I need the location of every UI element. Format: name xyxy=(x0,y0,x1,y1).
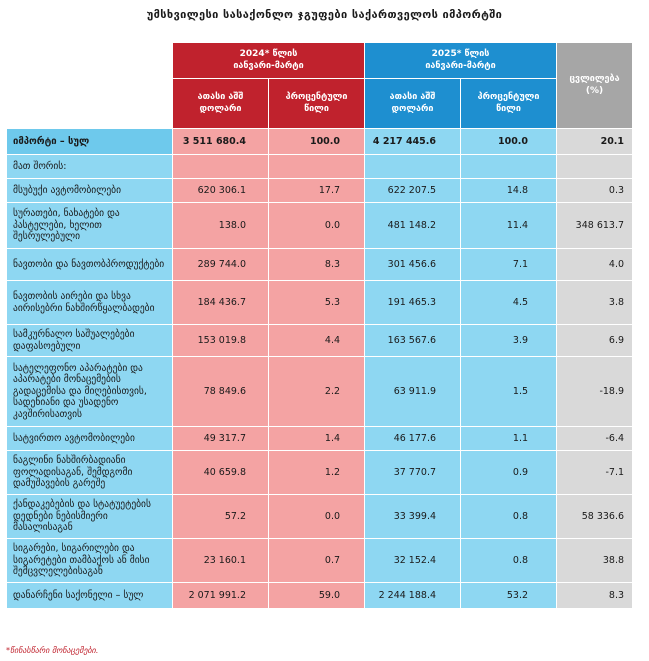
table-row xyxy=(7,495,633,539)
row-label: სამკურნალო საშუალებები დაფასოებული xyxy=(7,325,173,357)
table-row xyxy=(7,129,633,155)
row-label: სატელეფონო აპარატები და აპარატები მონაცემების გადაცემისა და მიღებისთვის, სადენიანი და უსადენო კავშირისათვის xyxy=(7,357,173,427)
header-2025-usd xyxy=(365,79,461,129)
header-2025-period xyxy=(365,43,557,79)
value-2025: 46 177.6 xyxy=(365,427,461,451)
row-label: ქანდაკებების და სტატუეტების დედნები ნებისმიერი მასალისაგან xyxy=(7,495,173,539)
change-value: -18.9 xyxy=(557,357,633,427)
page-title: უმსხვილესი სასაქონლო ჯგუფები საქართველოს იმპორტში xyxy=(146,8,503,21)
change-value: 58 336.6 xyxy=(557,495,633,539)
header-change-label: ცვლილება xyxy=(569,74,620,84)
table-row xyxy=(7,357,633,427)
table-row xyxy=(7,249,633,281)
change-value: 6.9 xyxy=(557,325,633,357)
share-2024: 0.0 xyxy=(269,495,365,539)
value-2024: 49 317.7 xyxy=(173,427,269,451)
share-2024: 5.3 xyxy=(269,281,365,325)
table-row xyxy=(7,451,633,495)
value-2025: 481 148.2 xyxy=(365,203,461,249)
share-2025: 7.1 xyxy=(461,249,557,281)
header-blank xyxy=(7,43,173,129)
header-usd-line2: დოლარი xyxy=(391,103,434,114)
row-label: დანარჩენი საქონელი – სულ xyxy=(7,583,173,609)
change-value: 0.3 xyxy=(557,179,633,203)
share-2025: 1.5 xyxy=(461,357,557,427)
value-2025: 33 399.4 xyxy=(365,495,461,539)
header-share-line1: პროცენტული xyxy=(477,92,540,102)
change-value xyxy=(557,155,633,179)
row-label: სატვირთო ავტომობილები xyxy=(7,427,173,451)
share-2025: 14.8 xyxy=(461,179,557,203)
value-2025: 301 456.6 xyxy=(365,249,461,281)
table-row xyxy=(7,281,633,325)
table-row xyxy=(7,203,633,249)
table-row xyxy=(7,427,633,451)
change-value: 3.8 xyxy=(557,281,633,325)
header-2024-year: 2024* წლის xyxy=(239,49,298,59)
row-label: სიგარები, სიგარილები და სიგარეტები თამბაქოს ან მისი შემცვლელებისაგან xyxy=(7,539,173,583)
row-label: მსუბუქი ავტომობილები xyxy=(7,179,173,203)
header-usd-line1: ათასი აშშ xyxy=(197,92,244,102)
value-2025: 63 911.9 xyxy=(365,357,461,427)
share-2024 xyxy=(269,155,365,179)
header-change xyxy=(557,43,633,129)
row-label: ნავთობის აირები და სხვა აირისებრი ნახშირწყალბადები xyxy=(7,281,173,325)
table-row xyxy=(7,179,633,203)
change-value: 348 613.7 xyxy=(557,203,633,249)
share-2025: 0.9 xyxy=(461,451,557,495)
row-label: ნაგლინი ნახშირბადიანი ფოლადისაგან, შემდგომი დამუშავების გარეშე xyxy=(7,451,173,495)
value-2024: 138.0 xyxy=(173,203,269,249)
header-2025-year: 2025* წლის xyxy=(431,49,490,59)
change-value: -7.1 xyxy=(557,451,633,495)
share-2024: 17.7 xyxy=(269,179,365,203)
share-2025: 11.4 xyxy=(461,203,557,249)
share-2024: 1.2 xyxy=(269,451,365,495)
value-2025: 163 567.6 xyxy=(365,325,461,357)
header-share-line2: წილი xyxy=(304,103,329,114)
value-2024: 78 849.6 xyxy=(173,357,269,427)
value-2025: 2 244 188.4 xyxy=(365,583,461,609)
share-2024: 100.0 xyxy=(269,129,365,155)
value-2024: 184 436.7 xyxy=(173,281,269,325)
table-row xyxy=(7,539,633,583)
share-2025: 53.2 xyxy=(461,583,557,609)
share-2024: 4.4 xyxy=(269,325,365,357)
header-usd-line1: ათასი აშშ xyxy=(389,92,436,102)
row-label: იმპორტი – სულ xyxy=(7,129,173,155)
header-usd-line2: დოლარი xyxy=(199,103,242,114)
value-2025: 622 207.5 xyxy=(365,179,461,203)
header-share-line2: წილი xyxy=(496,103,521,114)
value-2024: 2 071 991.2 xyxy=(173,583,269,609)
value-2024: 620 306.1 xyxy=(173,179,269,203)
change-value: 20.1 xyxy=(557,129,633,155)
header-share-line1: პროცენტული xyxy=(285,92,348,102)
row-label: სურათები, ნახატები და პასტელები, ხელით შესრულებული xyxy=(7,203,173,249)
value-2025: 37 770.7 xyxy=(365,451,461,495)
share-2025: 1.1 xyxy=(461,427,557,451)
share-2025: 100.0 xyxy=(461,129,557,155)
header-2024-usd xyxy=(173,79,269,129)
value-2024: 23 160.1 xyxy=(173,539,269,583)
footnote: *წინასწარი მონაცემები. xyxy=(6,646,99,655)
header-2025-months: იანვარი-მარტი xyxy=(425,60,496,71)
share-2025: 0.8 xyxy=(461,495,557,539)
table-row xyxy=(7,155,633,179)
value-2024: 57.2 xyxy=(173,495,269,539)
share-2024: 2.2 xyxy=(269,357,365,427)
table-row xyxy=(7,583,633,609)
header-2024-period xyxy=(173,43,365,79)
share-2025: 3.9 xyxy=(461,325,557,357)
header-change-unit: (%) xyxy=(585,85,604,96)
header-2024-share xyxy=(269,79,365,129)
header-2025-share xyxy=(461,79,557,129)
share-2024: 1.4 xyxy=(269,427,365,451)
header-2024-months: იანვარი-მარტი xyxy=(233,60,304,71)
share-2025: 0.8 xyxy=(461,539,557,583)
imports-table xyxy=(6,42,633,609)
row-label: ნავთობი და ნავთობპროდუქტები xyxy=(7,249,173,281)
share-2025: 4.5 xyxy=(461,281,557,325)
value-2025: 4 217 445.6 xyxy=(365,129,461,155)
share-2024: 0.0 xyxy=(269,203,365,249)
share-2024: 8.3 xyxy=(269,249,365,281)
share-2024: 59.0 xyxy=(269,583,365,609)
value-2024: 3 511 680.4 xyxy=(173,129,269,155)
table-row xyxy=(7,325,633,357)
value-2025: 191 465.3 xyxy=(365,281,461,325)
value-2025: 32 152.4 xyxy=(365,539,461,583)
value-2024: 40 659.8 xyxy=(173,451,269,495)
change-value: 8.3 xyxy=(557,583,633,609)
change-value: -6.4 xyxy=(557,427,633,451)
change-value: 38.8 xyxy=(557,539,633,583)
value-2024 xyxy=(173,155,269,179)
value-2025 xyxy=(365,155,461,179)
value-2024: 289 744.0 xyxy=(173,249,269,281)
value-2024: 153 019.8 xyxy=(173,325,269,357)
change-value: 4.0 xyxy=(557,249,633,281)
share-2024: 0.7 xyxy=(269,539,365,583)
share-2025 xyxy=(461,155,557,179)
row-label: მათ შორის: xyxy=(7,155,173,179)
